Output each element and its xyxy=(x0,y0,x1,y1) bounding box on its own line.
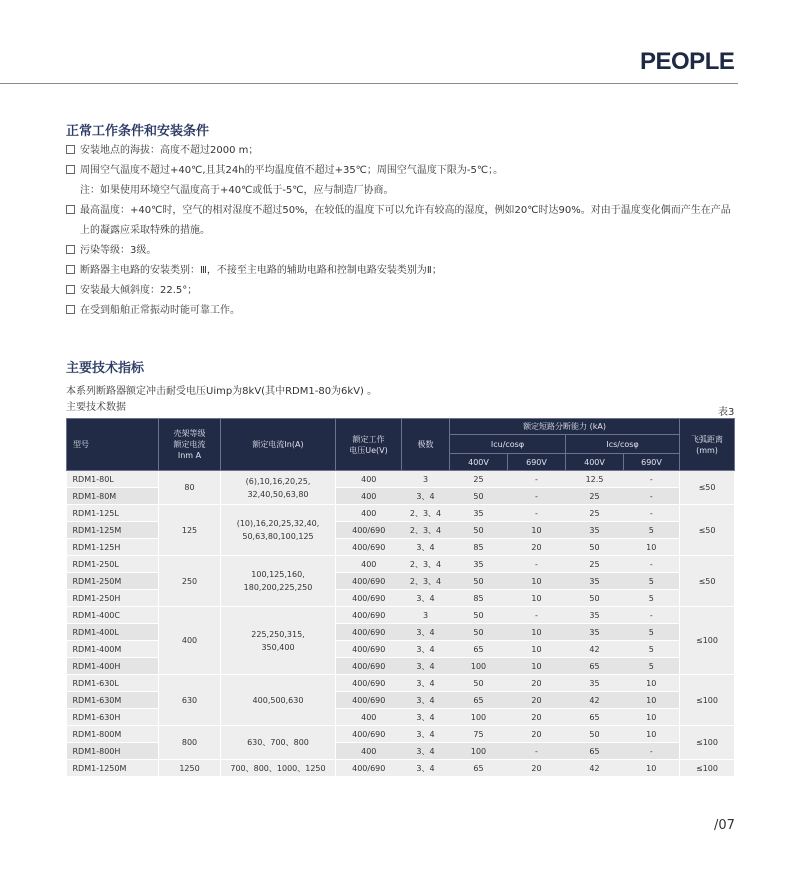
checkbox-square-icon xyxy=(66,265,75,274)
checkbox-square-icon xyxy=(66,145,75,154)
cell-poles: 3、4 xyxy=(402,624,450,641)
cell-poles: 3、4 xyxy=(402,675,450,692)
cell-frame-current: 80 xyxy=(159,471,221,505)
condition-text: 断路器主电路的安装类别：Ⅲ，不接至主电路的辅助电路和控制电路安装类别为Ⅱ； xyxy=(80,265,442,276)
cell-ics-690v: 5 xyxy=(624,522,680,539)
cell-poles: 3、4 xyxy=(402,743,450,760)
cell-poles: 3、4 xyxy=(402,590,450,607)
cell-model: RDM1-125M xyxy=(67,522,159,539)
cell-ics-400v: 25 xyxy=(566,505,624,522)
cell-ics-400v: 65 xyxy=(566,743,624,760)
cell-icu-690v: 10 xyxy=(508,573,566,590)
cell-model: RDM1-125L xyxy=(67,505,159,522)
cell-ics-690v: 5 xyxy=(624,573,680,590)
cell-voltage: 400/690 xyxy=(336,726,402,743)
cell-voltage: 400/690 xyxy=(336,607,402,624)
checkbox-square-icon xyxy=(66,285,75,294)
cell-icu-690v: - xyxy=(508,488,566,505)
cell-frame-current: 630 xyxy=(159,675,221,726)
specs-subtitle: 主要技术数据 xyxy=(66,402,126,413)
cell-frame-current: 1250 xyxy=(159,760,221,777)
cell-poles: 3 xyxy=(402,471,450,488)
cell-icu-690v: 20 xyxy=(508,760,566,777)
cell-ics-400v: 42 xyxy=(566,760,624,777)
cell-rated-current: 100,125,160, 180,200,225,250 xyxy=(221,556,336,607)
cell-voltage: 400/690 xyxy=(336,675,402,692)
cell-icu-400v: 50 xyxy=(450,624,508,641)
cell-frame-current: 400 xyxy=(159,607,221,675)
cell-poles: 3、4 xyxy=(402,726,450,743)
cell-arc-distance: ≤50 xyxy=(680,556,735,607)
checkbox-square-icon xyxy=(66,205,75,214)
cell-icu-400v: 85 xyxy=(450,539,508,556)
condition-item xyxy=(66,281,746,301)
cell-icu-400v: 50 xyxy=(450,573,508,590)
cell-ics-690v: - xyxy=(624,471,680,488)
cell-voltage: 400/690 xyxy=(336,522,402,539)
cell-ics-400v: 35 xyxy=(566,607,624,624)
cell-model: RDM1-250M xyxy=(67,573,159,590)
table-row xyxy=(67,556,735,573)
cell-ics-690v: - xyxy=(624,607,680,624)
cell-voltage: 400/690 xyxy=(336,539,402,556)
header-icu: Icu/cosφ xyxy=(450,435,566,454)
condition-text: 最高温度：+40℃时，空气的相对湿度不超过50%，在较低的温度下可以允许有较高的湿度，例如20℃时达90%。对由于温度变化偶而产生在产品 xyxy=(80,205,731,216)
cell-model: RDM1-630H xyxy=(67,709,159,726)
cell-frame-current: 250 xyxy=(159,556,221,607)
cell-icu-400v: 35 xyxy=(450,556,508,573)
cell-model: RDM1-80L xyxy=(67,471,159,488)
cell-ics-690v: 10 xyxy=(624,726,680,743)
cell-icu-400v: 35 xyxy=(450,505,508,522)
cell-icu-400v: 65 xyxy=(450,641,508,658)
cell-ics-400v: 65 xyxy=(566,658,624,675)
cell-ics-690v: 5 xyxy=(624,624,680,641)
table-row xyxy=(67,675,735,692)
cell-icu-400v: 85 xyxy=(450,590,508,607)
cell-model: RDM1-800H xyxy=(67,743,159,760)
cell-rated-current: 630、700、800 xyxy=(221,726,336,760)
condition-item xyxy=(66,181,746,201)
table-row xyxy=(67,760,735,777)
cell-icu-690v: - xyxy=(508,743,566,760)
conditions-list xyxy=(66,141,746,321)
cell-ics-690v: 5 xyxy=(624,590,680,607)
condition-text: 注：如果使用环境空气温度高于+40℃或低于-5℃，应与制造厂协商。 xyxy=(80,185,394,196)
cell-ics-690v: 5 xyxy=(624,658,680,675)
cell-model: RDM1-400H xyxy=(67,658,159,675)
cell-icu-690v: 20 xyxy=(508,539,566,556)
cell-model: RDM1-400L xyxy=(67,624,159,641)
cell-voltage: 400 xyxy=(336,709,402,726)
condition-text: 污染等级：3级。 xyxy=(80,245,157,256)
cell-icu-690v: 20 xyxy=(508,675,566,692)
table-label: 表3 xyxy=(718,407,735,418)
cell-voltage: 400 xyxy=(336,743,402,760)
cell-ics-400v: 35 xyxy=(566,624,624,641)
cell-icu-400v: 25 xyxy=(450,471,508,488)
cell-frame-current: 800 xyxy=(159,726,221,760)
cell-icu-690v: - xyxy=(508,556,566,573)
cell-icu-690v: 10 xyxy=(508,658,566,675)
condition-text: 在受到船舶正常振动时能可靠工作。 xyxy=(80,305,240,316)
table-row xyxy=(67,607,735,624)
header-model: 型号 xyxy=(67,419,159,471)
condition-text: 安装最大倾斜度：22.5°； xyxy=(80,285,198,296)
cell-voltage: 400 xyxy=(336,471,402,488)
header-breaking-capacity: 额定短路分断能力 (kA) xyxy=(450,419,680,435)
cell-arc-distance: ≤100 xyxy=(680,607,735,675)
cell-poles: 3、4 xyxy=(402,692,450,709)
cell-model: RDM1-250H xyxy=(67,590,159,607)
cell-model: RDM1-630L xyxy=(67,675,159,692)
page-number: /07 xyxy=(714,818,735,833)
cell-poles: 3、4 xyxy=(402,539,450,556)
cell-ics-400v: 35 xyxy=(566,573,624,590)
cell-ics-690v: - xyxy=(624,556,680,573)
cell-voltage: 400/690 xyxy=(336,760,402,777)
cell-ics-400v: 50 xyxy=(566,590,624,607)
cell-icu-400v: 65 xyxy=(450,692,508,709)
condition-item xyxy=(66,301,746,321)
cell-model: RDM1-80M xyxy=(67,488,159,505)
cell-ics-400v: 35 xyxy=(566,675,624,692)
header-ics: Ics/cosφ xyxy=(566,435,680,454)
cell-rated-current: 400,500,630 xyxy=(221,675,336,726)
cell-icu-690v: - xyxy=(508,471,566,488)
cell-icu-400v: 50 xyxy=(450,488,508,505)
cell-poles: 3、4 xyxy=(402,760,450,777)
condition-item xyxy=(66,141,746,161)
section-title-conditions: 正常工作条件和安装条件 xyxy=(66,124,210,139)
cell-arc-distance: ≤50 xyxy=(680,471,735,505)
cell-rated-current: 700、800、1000、1250 xyxy=(221,760,336,777)
cell-ics-690v: - xyxy=(624,488,680,505)
cell-icu-690v: - xyxy=(508,607,566,624)
table-row xyxy=(67,505,735,522)
cell-icu-400v: 75 xyxy=(450,726,508,743)
cell-poles: 2、3、4 xyxy=(402,505,450,522)
brand-logo: PEOPLE xyxy=(640,48,735,75)
cell-icu-400v: 50 xyxy=(450,607,508,624)
cell-voltage: 400/690 xyxy=(336,692,402,709)
cell-model: RDM1-400C xyxy=(67,607,159,624)
section-title-specs: 主要技术指标 xyxy=(66,361,145,376)
cell-voltage: 400/690 xyxy=(336,624,402,641)
cell-voltage: 400/690 xyxy=(336,573,402,590)
cell-ics-400v: 25 xyxy=(566,488,624,505)
checkbox-square-icon xyxy=(66,305,75,314)
cell-icu-690v: 20 xyxy=(508,692,566,709)
header-frame-current: 壳架等级 额定电流 Inm A xyxy=(159,419,221,471)
cell-poles: 3、4 xyxy=(402,641,450,658)
cell-poles: 3、4 xyxy=(402,658,450,675)
cell-icu-690v: 10 xyxy=(508,624,566,641)
cell-icu-690v: - xyxy=(508,505,566,522)
cell-arc-distance: ≤100 xyxy=(680,760,735,777)
cell-poles: 3 xyxy=(402,607,450,624)
cell-model: RDM1-630M xyxy=(67,692,159,709)
spec-table xyxy=(66,418,735,777)
cell-model: RDM1-125H xyxy=(67,539,159,556)
condition-item xyxy=(66,241,746,261)
cell-arc-distance: ≤100 xyxy=(680,675,735,726)
cell-rated-current: (6),10,16,20,25, 32,40,50,63,80 xyxy=(221,471,336,505)
cell-rated-current: (10),16,20,25,32,40, 50,63,80,100,125 xyxy=(221,505,336,556)
checkbox-square-icon xyxy=(66,165,75,174)
cell-model: RDM1-400M xyxy=(67,641,159,658)
cell-ics-400v: 42 xyxy=(566,641,624,658)
cell-voltage: 400 xyxy=(336,488,402,505)
cell-voltage: 400 xyxy=(336,556,402,573)
cell-arc-distance: ≤100 xyxy=(680,726,735,760)
cell-model: RDM1-800M xyxy=(67,726,159,743)
cell-ics-690v: 10 xyxy=(624,692,680,709)
cell-icu-690v: 10 xyxy=(508,590,566,607)
cell-model: RDM1-250L xyxy=(67,556,159,573)
cell-frame-current: 125 xyxy=(159,505,221,556)
cell-voltage: 400/690 xyxy=(336,641,402,658)
cell-ics-400v: 65 xyxy=(566,709,624,726)
header-ics-690v: 690V xyxy=(624,454,680,471)
cell-poles: 3、4 xyxy=(402,488,450,505)
cell-icu-690v: 10 xyxy=(508,522,566,539)
cell-rated-current: 225,250,315, 350,400 xyxy=(221,607,336,675)
cell-poles: 3、4 xyxy=(402,709,450,726)
spec-table-body xyxy=(67,471,735,777)
cell-ics-400v: 42 xyxy=(566,692,624,709)
cell-poles: 2、3、4 xyxy=(402,556,450,573)
table-row xyxy=(67,471,735,488)
cell-ics-400v: 25 xyxy=(566,556,624,573)
cell-voltage: 400 xyxy=(336,505,402,522)
condition-text: 上的凝露应采取特殊的措施。 xyxy=(80,225,210,236)
specs-intro: 本系列断路器额定冲击耐受电压Uimp为8kV(其中RDM1-80为6kV) 。 xyxy=(66,386,378,397)
cell-ics-690v: 10 xyxy=(624,675,680,692)
cell-ics-690v: 10 xyxy=(624,709,680,726)
cell-ics-690v: 10 xyxy=(624,760,680,777)
table-row xyxy=(67,726,735,743)
cell-arc-distance: ≤50 xyxy=(680,505,735,556)
header-voltage: 额定工作 电压Ue(V) xyxy=(336,419,402,471)
condition-text: 周围空气温度不超过+40℃,且其24h的平均温度值不超过+35℃；周围空气温度下限为-5℃；。 xyxy=(80,165,504,176)
cell-ics-400v: 50 xyxy=(566,726,624,743)
condition-text: 安装地点的海拔：高度不超过2000 m； xyxy=(80,145,259,156)
cell-ics-690v: 5 xyxy=(624,641,680,658)
header-rated-current: 额定电流In(A) xyxy=(221,419,336,471)
cell-icu-690v: 10 xyxy=(508,641,566,658)
condition-item xyxy=(66,261,746,281)
condition-item xyxy=(66,201,746,221)
cell-icu-400v: 50 xyxy=(450,675,508,692)
checkbox-square-icon xyxy=(66,245,75,254)
cell-icu-690v: 20 xyxy=(508,709,566,726)
cell-poles: 2、3、4 xyxy=(402,573,450,590)
cell-icu-400v: 65 xyxy=(450,760,508,777)
header-icu-690v: 690V xyxy=(508,454,566,471)
cell-voltage: 400/690 xyxy=(336,590,402,607)
condition-item xyxy=(66,161,746,181)
cell-ics-690v: 10 xyxy=(624,539,680,556)
cell-ics-400v: 35 xyxy=(566,522,624,539)
cell-ics-400v: 12.5 xyxy=(566,471,624,488)
header-icu-400v: 400V xyxy=(450,454,508,471)
condition-item xyxy=(66,221,746,241)
cell-icu-400v: 50 xyxy=(450,522,508,539)
cell-ics-400v: 50 xyxy=(566,539,624,556)
header-arc-distance: 飞弧距离 (mm) xyxy=(680,419,735,471)
header-poles: 极数 xyxy=(402,419,450,471)
cell-icu-400v: 100 xyxy=(450,709,508,726)
cell-icu-400v: 100 xyxy=(450,743,508,760)
header-divider xyxy=(0,83,738,84)
cell-icu-690v: 20 xyxy=(508,726,566,743)
cell-poles: 2、3、4 xyxy=(402,522,450,539)
cell-ics-690v: - xyxy=(624,505,680,522)
cell-icu-400v: 100 xyxy=(450,658,508,675)
cell-ics-690v: - xyxy=(624,743,680,760)
header-ics-400v: 400V xyxy=(566,454,624,471)
cell-model: RDM1-1250M xyxy=(67,760,159,777)
cell-voltage: 400/690 xyxy=(336,658,402,675)
